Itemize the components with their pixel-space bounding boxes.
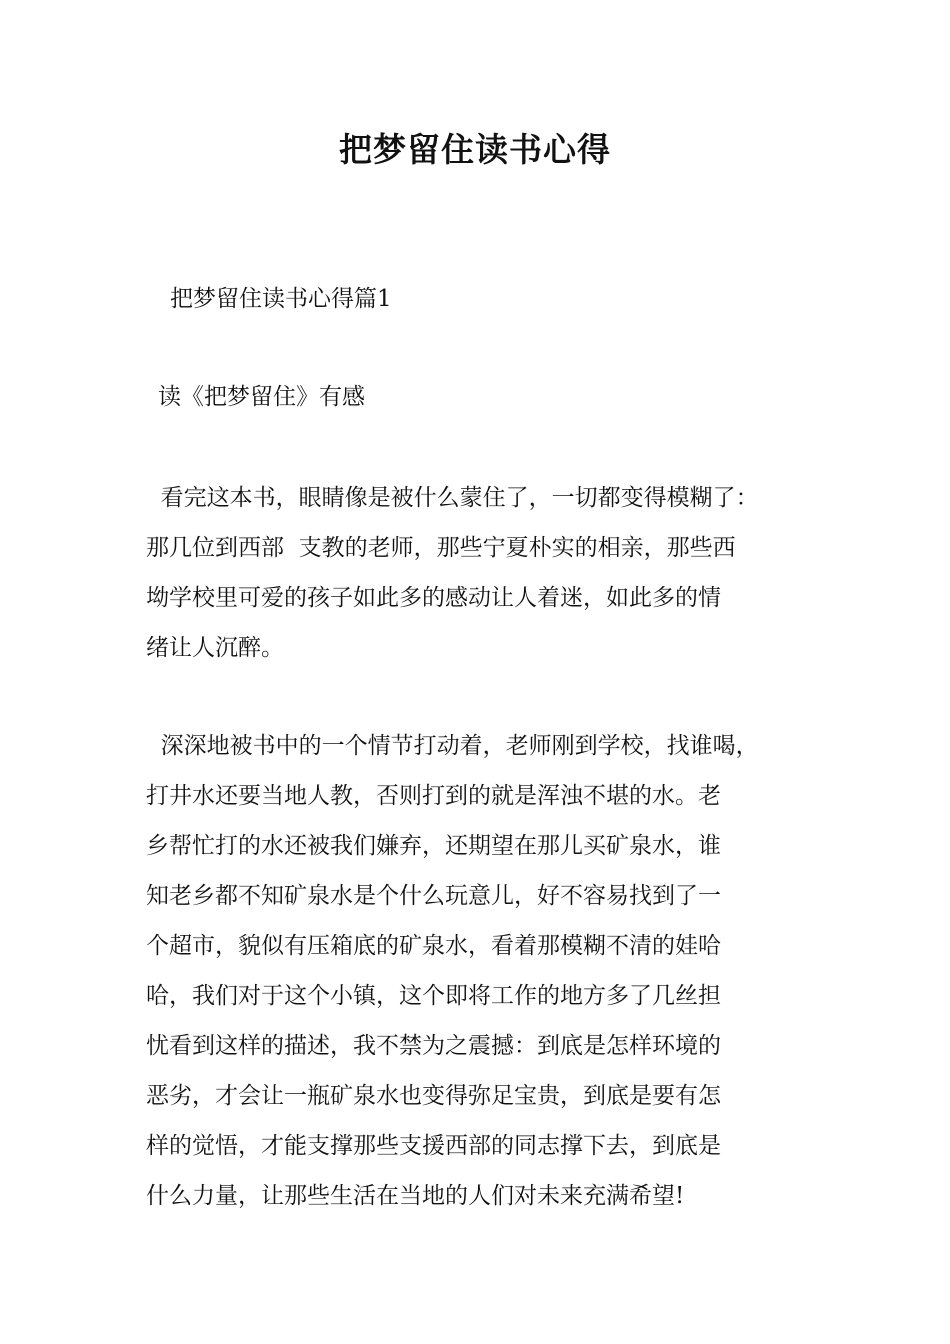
paragraph-line: 知老乡都不知矿泉水是个什么玩意儿，好不容易找到了一	[146, 883, 721, 909]
paragraph-line: 恶劣，才会让一瓶矿泉水也变得弥足宝贵，到底是要有怎	[146, 1083, 721, 1109]
section-heading: 把梦留住读书心得篇1	[170, 286, 392, 312]
paragraph-line: 绪让人沉醉。	[146, 635, 284, 661]
sub-heading: 读《把梦留住》有感	[158, 384, 365, 410]
paragraph-line: 乡帮忙打的水还被我们嫌弃，还期望在那儿买矿泉水，谁	[146, 833, 721, 859]
paragraph-line: 什么力量，让那些生活在当地的人们对未来充满希望!	[146, 1183, 685, 1209]
paragraph-line: 样的觉悟，才能支撑那些支援西部的同志撑下去，到底是	[146, 1133, 721, 1159]
paragraph-line: 个超市，貌似有压箱底的矿泉水，看着那模糊不清的娃哈	[146, 933, 721, 959]
paragraph-line: 哈，我们对于这个小镇，这个即将工作的地方多了几丝担	[146, 983, 721, 1009]
paragraph-line: 深深地被书中的一个情节打动着，老师刚到学校，找谁喝，	[146, 733, 759, 759]
paragraph-line: 看完这本书，眼睛像是被什么蒙住了，一切都变得模糊了：	[146, 485, 759, 511]
paragraph-line: 忧看到这样的描述，我不禁为之震撼：到底是怎样环境的	[146, 1033, 721, 1059]
paragraph-line: 打井水还要当地人教，否则打到的就是浑浊不堪的水。老	[146, 783, 721, 809]
paragraph-line: 那几位到西部 支教的老师，那些宁夏朴实的相亲，那些西	[146, 535, 736, 561]
paragraph-line: 坳学校里可爱的孩子如此多的感动让人着迷，如此多的情	[146, 585, 721, 611]
document-title: 把梦留住读书心得	[339, 130, 611, 169]
